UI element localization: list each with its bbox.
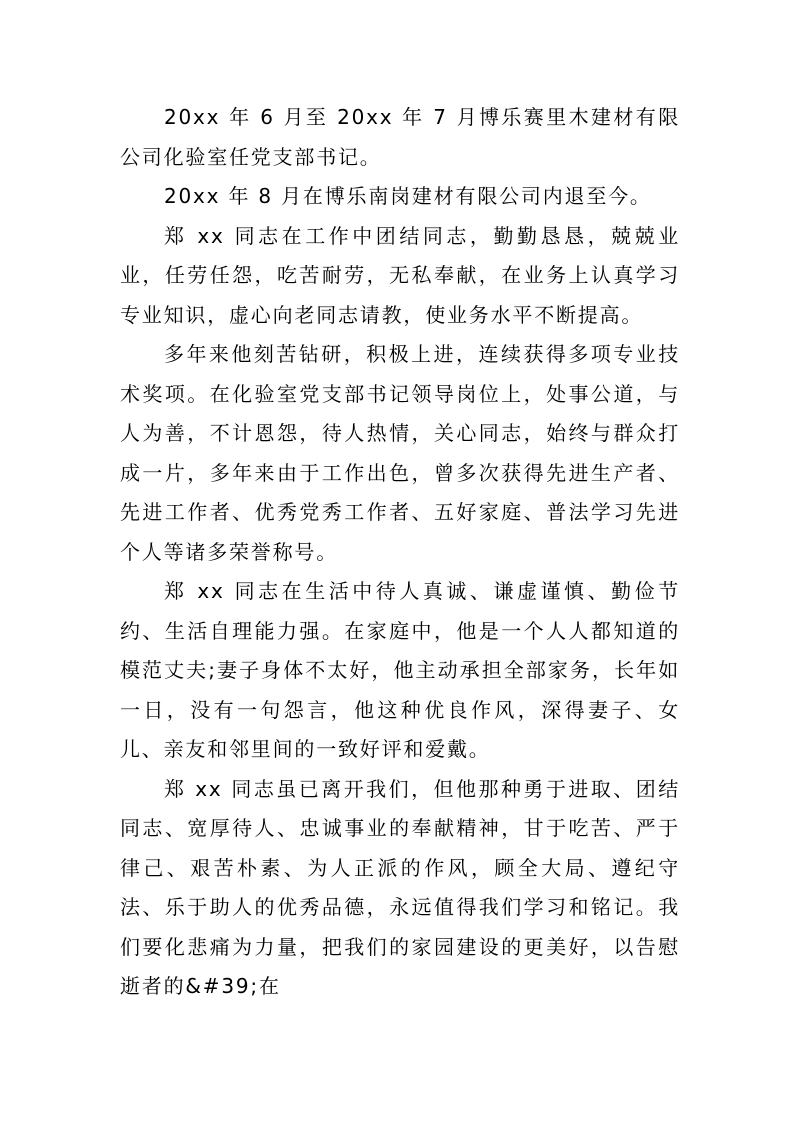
paragraph-3: 郑 xx 同志在工作中团结同志，勤勤恳恳，兢兢业业，任劳任怨，吃苦耐劳，无私奉献，在业务上认真学习专业知识，虚心向老同志请教，使业务水平不断提高。 — [120, 223, 680, 327]
paragraph-5: 郑 xx 同志在生活中待人真诚、谦虚谨慎、勤俭节约、生活自理能力强。在家庭中，他是一个人人都知道的模范丈夫;妻子身体不太好，他主动承担全部家务，长年如一日，没有一句怨言，他这种优良作风，深得妻子、女儿、亲友和邻里间的一致好评和爱戴。 — [120, 579, 680, 761]
paragraph-2: 20xx 年 8 月在博乐南岗建材有限公司内退至今。 — [164, 184, 652, 208]
paragraph-6: 郑 xx 同志虽已离开我们，但他那种勇于进取、团结同志、宽厚待人、忠诚事业的奉献精神，甘于吃苦、严于律己、艰苦朴素、为人正派的作风，顾全大局、遵纪守法、乐于助人的优秀品德，永远值得我们学习和铭记。我们要化悲痛为力量，把我们的家园建设的更美好，以告慰逝者的&#39;在 — [120, 776, 680, 998]
paragraph-1: 20xx 年 6 月至 20xx 年 7 月博乐赛里木建材有限公司化验室任党支部书记。 — [120, 105, 680, 169]
paragraph-4: 多年来他刻苦钻研，积极上进，连续获得多项专业技术奖项。在化验室党支部书记领导岗位上，处事公道，与人为善，不计恩怨，待人热情，关心同志，始终与群众打成一片，多年来由于工作出色，曾多次获得先进生产者、先进工作者、优秀党秀工作者、五好家庭、普法学习先进个人等诸多荣誉称号。 — [120, 342, 680, 564]
document-body — [120, 98, 680, 1007]
